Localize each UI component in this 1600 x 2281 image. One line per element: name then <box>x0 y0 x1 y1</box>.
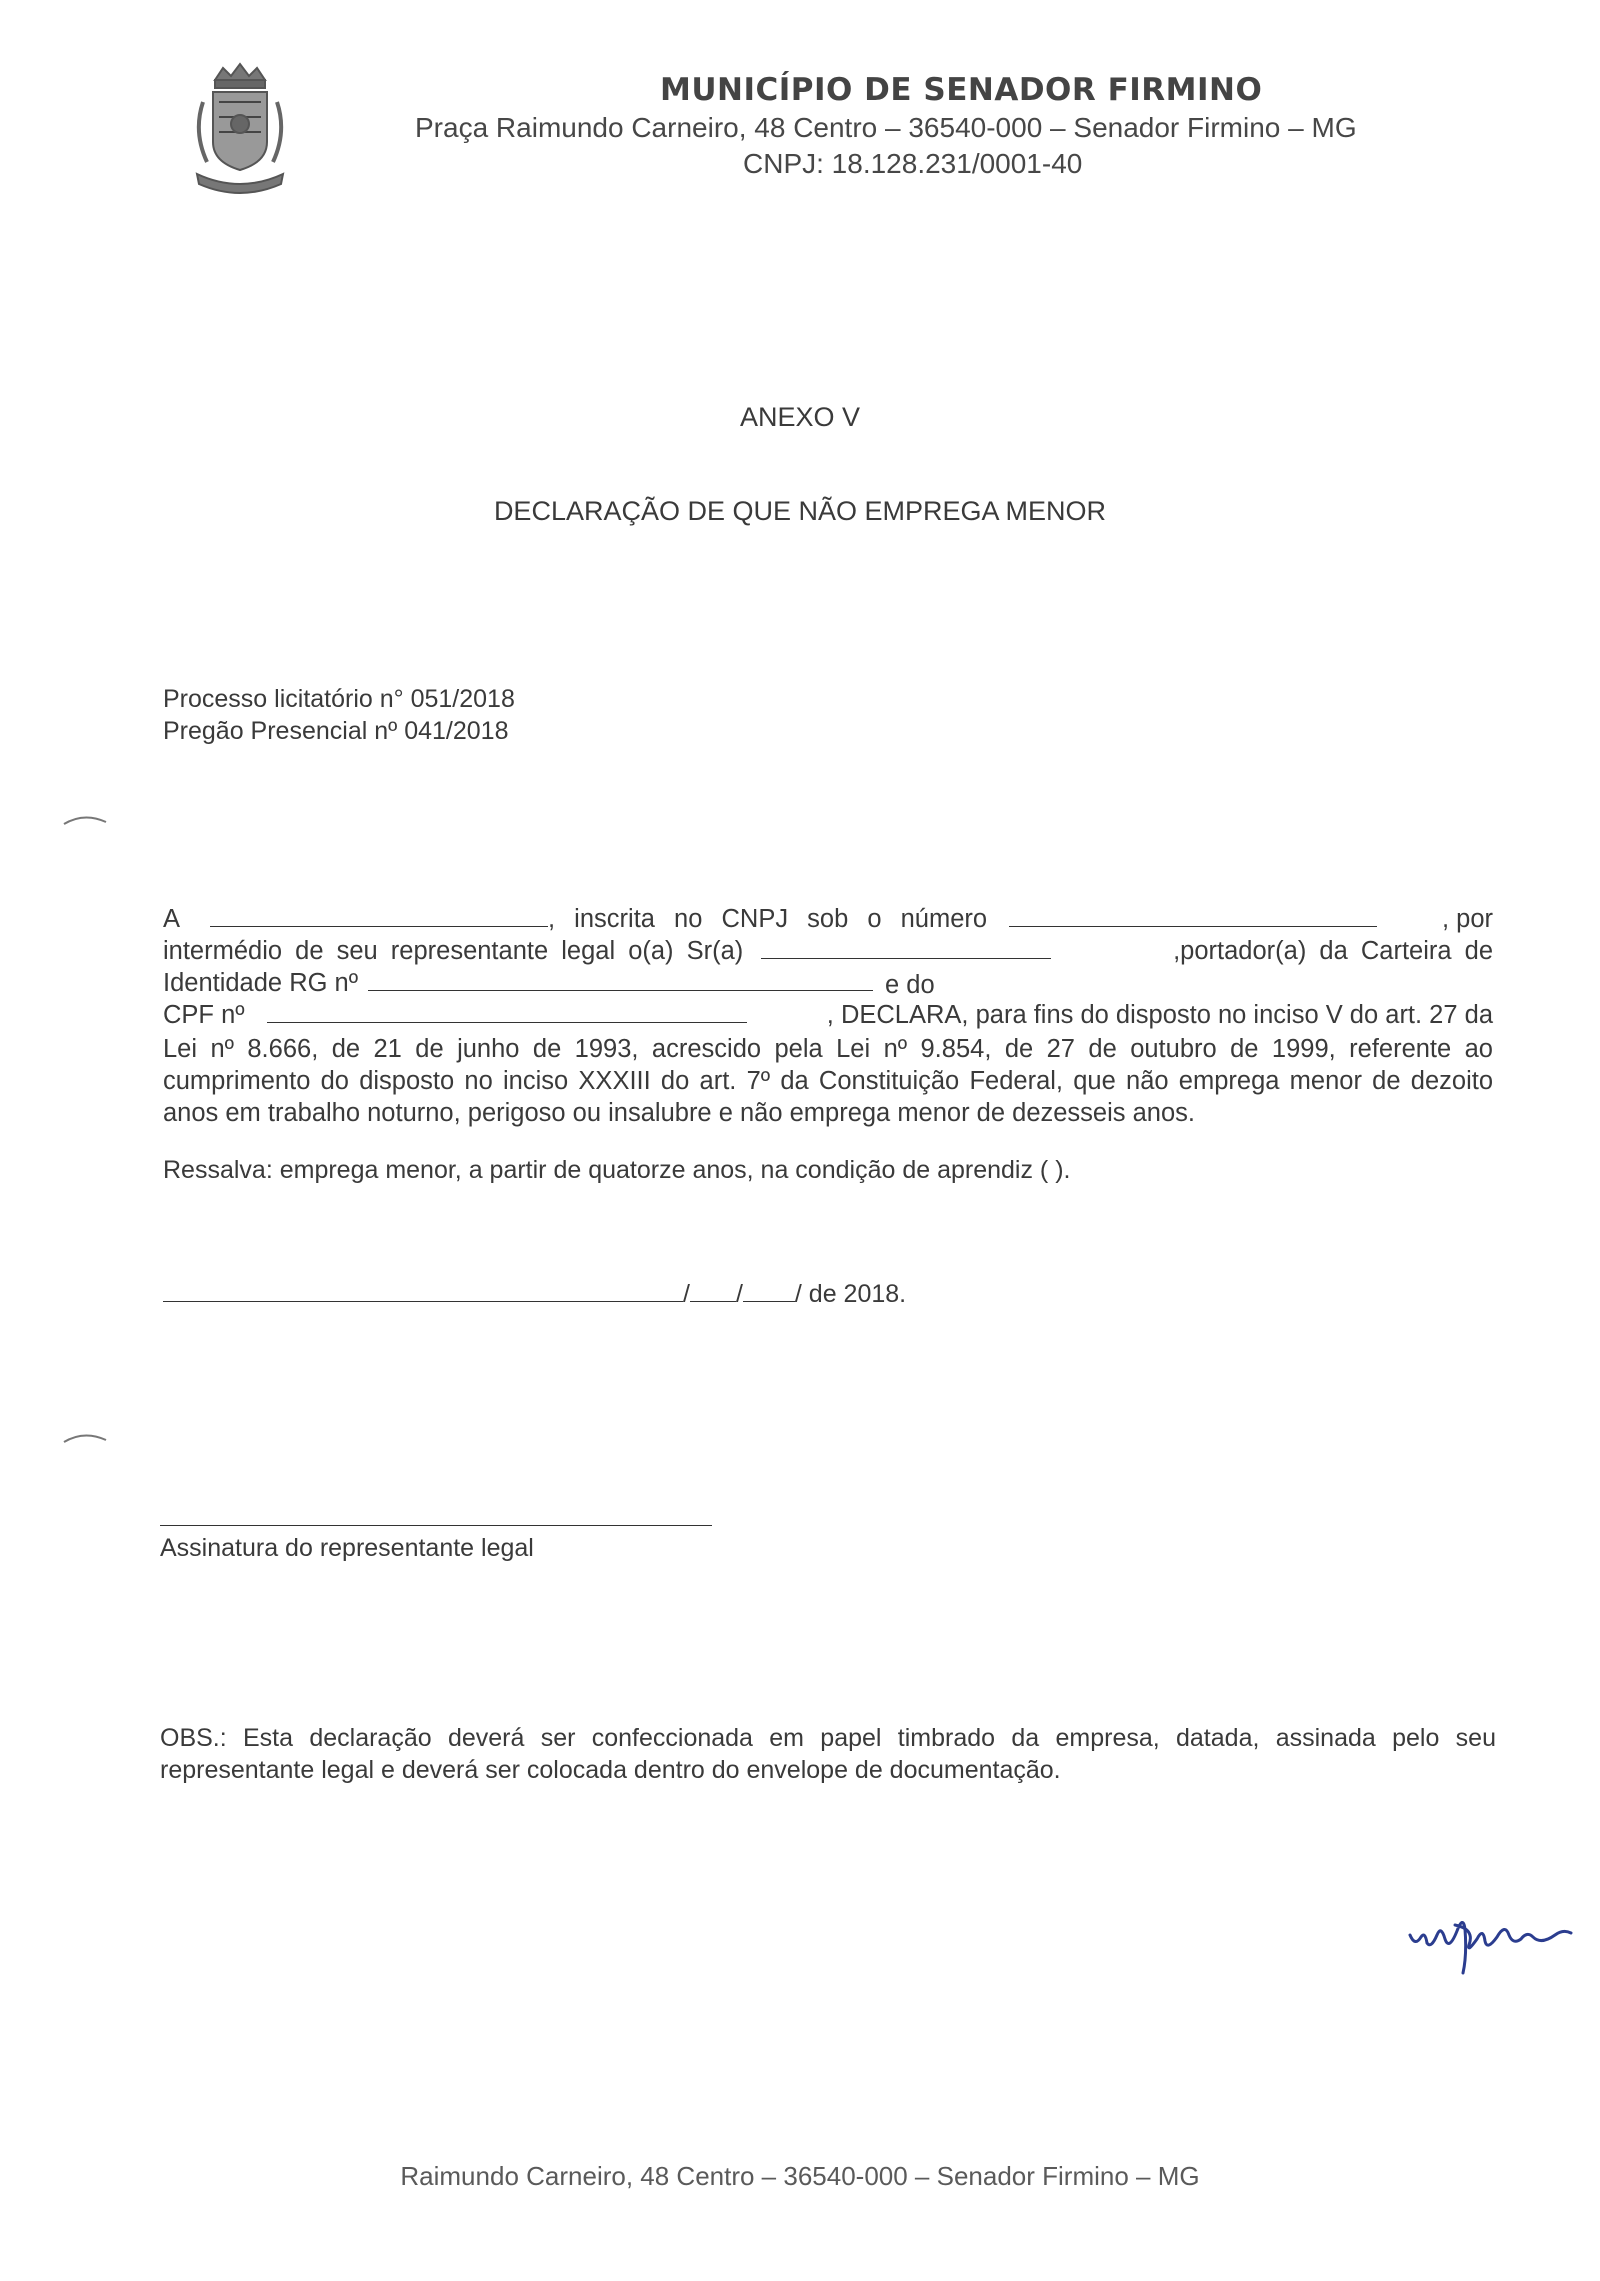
observation-note: OBS.: Esta declaração deverá ser confeccionada em papel timbrado da empresa, datada, assinada pelo seu representante legal e deverá ser colocada dentro do envelope de documentação. <box>160 1724 1496 1784</box>
process-number: Processo licitatório n° 051/2018 <box>163 685 515 713</box>
body-text: , inscrita no CNPJ sob o número <box>548 905 988 933</box>
day-blank[interactable] <box>690 1300 736 1302</box>
body-text: A <box>163 905 181 933</box>
municipality-address: Praça Raimundo Carneiro, 48 Centro – 36540-000 – Senador Firmino – MG <box>415 112 1357 143</box>
body-text: CPF nº <box>163 1001 245 1029</box>
body-line-5 <box>163 1001 1493 1030</box>
body-line-2 <box>163 937 1493 966</box>
body-line-3 <box>163 969 873 998</box>
company-name-blank[interactable] <box>210 925 548 927</box>
body-text: , DECLARA, para fins do disposto no inciso V do art. 27 da <box>826 1001 1493 1029</box>
declaration-text: Lei nº 8.666, de 21 de junho de 1993, acrescido pela Lei nº 9.854, de 27 de outubro de 1999, referente ao cumprimento do disposto no inciso XXXIII do art. 7º da Constituição Federal, que não emprega menor de dezoito anos em trabalho noturno, perigoso ou insalubre e não emprega menor de dezesseis anos. <box>163 1035 1493 1127</box>
municipality-cnpj: CNPJ: 18.128.231/0001-40 <box>743 148 1083 179</box>
representative-name-blank[interactable] <box>761 957 1051 959</box>
signature-label: Assinatura do representante legal <box>160 1534 534 1562</box>
footer-address: Raimundo Carneiro, 48 Centro – 36540-000 – Senador Firmino – MG <box>400 2161 1200 2191</box>
municipality-name: MUNICÍPIO DE SENADOR FIRMINO <box>660 72 1263 108</box>
cpf-number-blank[interactable] <box>267 1021 747 1023</box>
body-text: , por <box>1441 905 1493 933</box>
body-text: intermédio de seu representante legal o(a) Sr(a) <box>163 937 744 965</box>
body-text: e do <box>885 971 935 999</box>
city-blank[interactable] <box>163 1300 683 1302</box>
auction-number: Pregão Presencial nº 041/2018 <box>163 717 509 745</box>
body-text: Identidade RG nº <box>163 969 359 997</box>
date-separator: / <box>683 1280 690 1308</box>
margin-mark <box>62 1430 108 1444</box>
rg-number-blank[interactable] <box>368 989 873 991</box>
date-line <box>163 1280 906 1309</box>
margin-mark <box>62 812 108 826</box>
signature-line[interactable] <box>160 1525 712 1526</box>
month-blank[interactable] <box>743 1300 795 1302</box>
annex-label: ANEXO V <box>739 402 861 432</box>
body-line-1 <box>163 905 1493 934</box>
cnpj-number-blank[interactable] <box>1009 925 1377 927</box>
body-text: ,portador(a) da Carteira de <box>1173 937 1493 965</box>
declaration-title: DECLARAÇÃO DE QUE NÃO EMPREGA MENOR <box>493 496 1107 526</box>
ressalva-text: Ressalva: emprega menor, a partir de quatorze anos, na condição de aprendiz ( ). <box>163 1156 1071 1184</box>
date-separator: / <box>735 1280 743 1308</box>
municipal-crest-icon <box>185 62 295 202</box>
year-text: / de 2018. <box>794 1280 907 1308</box>
handwritten-initials-icon <box>1405 1895 1575 1985</box>
